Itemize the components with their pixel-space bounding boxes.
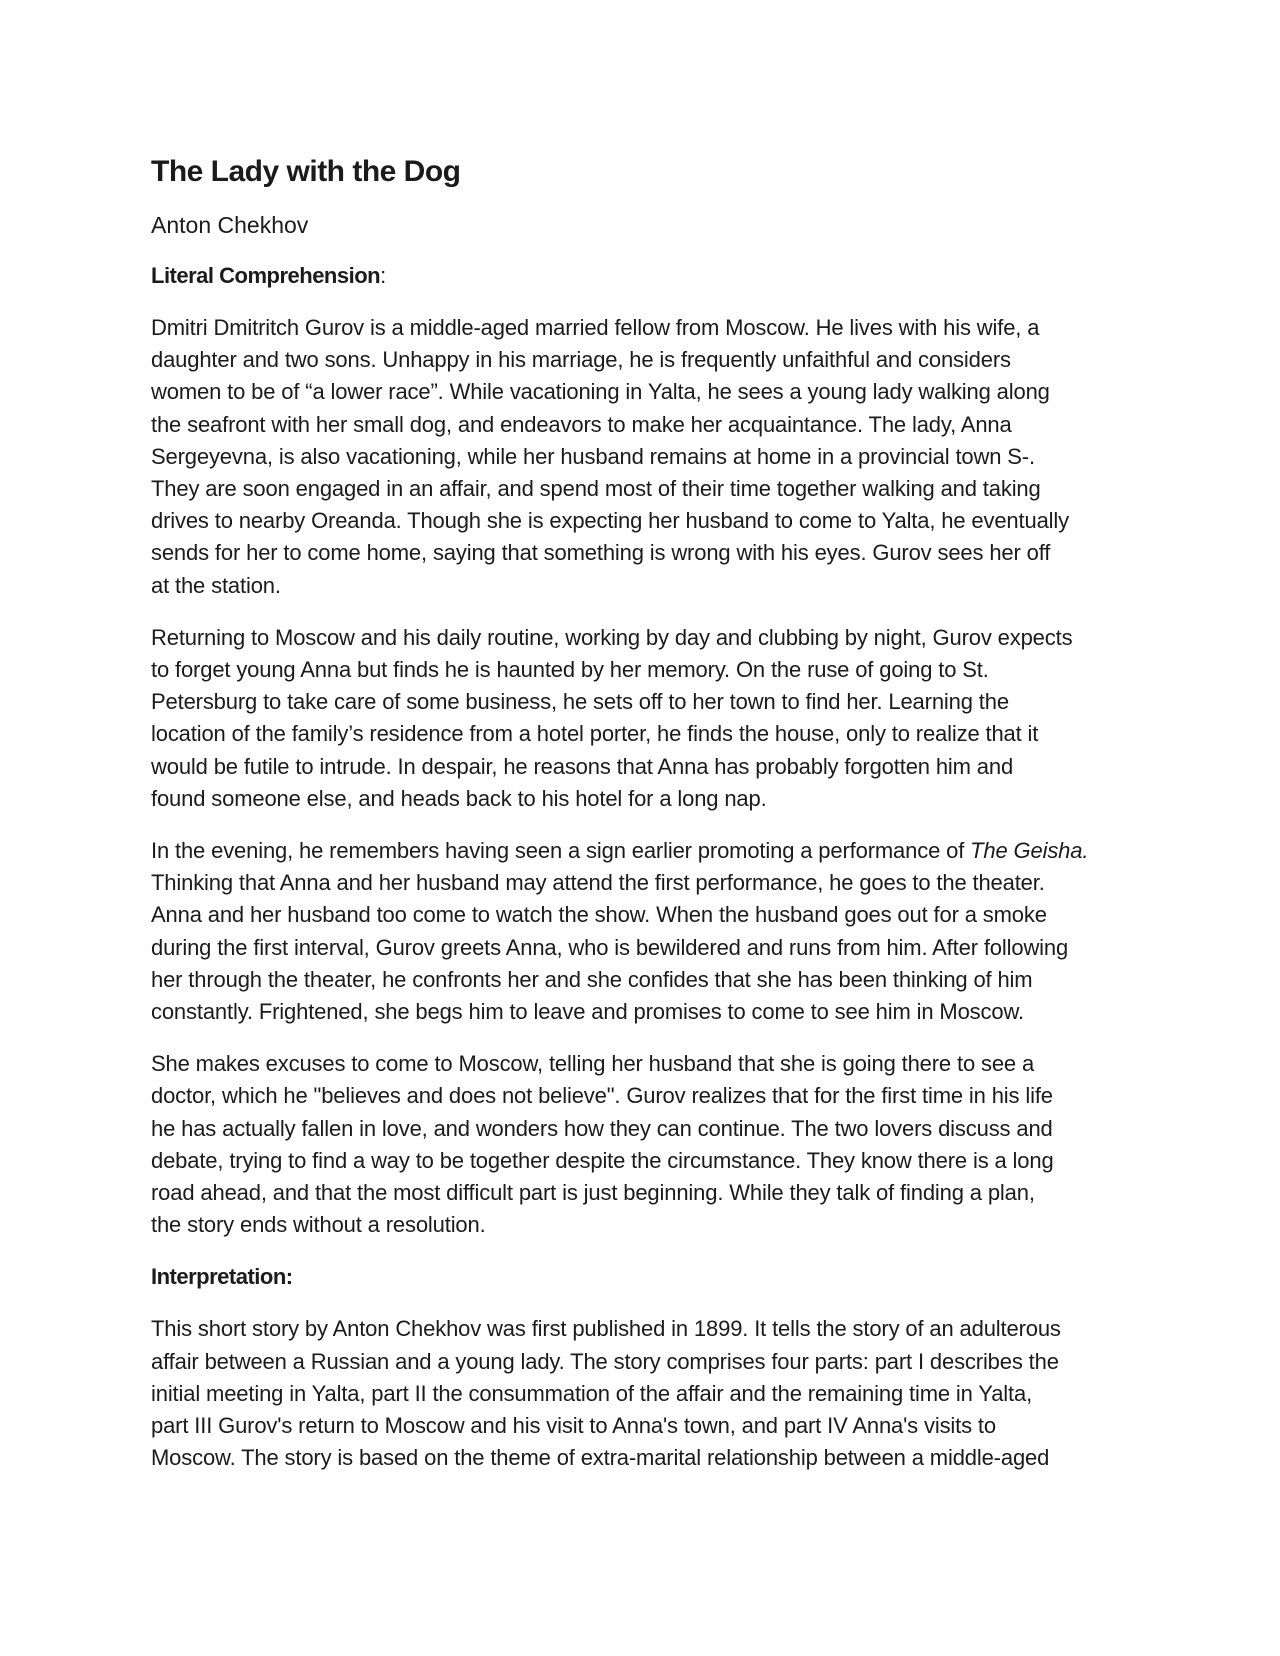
paragraph-line: found someone else, and heads back to his hotel for a long nap. <box>151 785 767 811</box>
paragraph-line: location of the family’s residence from a hotel porter, he finds the house, only to realize that it <box>151 721 1039 747</box>
paragraph-line: Sergeyevna, is also vacationing, while her husband remains at home in a provincial town S-. <box>151 443 1035 469</box>
document-title: The Lady with the Dog <box>151 155 461 188</box>
paragraph-line: Anna and her husband too come to watch the show. When the husband goes out for a smoke <box>151 902 1047 928</box>
play-title-italic: The Geisha. <box>970 838 1089 864</box>
paragraph-2 <box>151 622 1161 815</box>
paragraph-4 <box>151 1048 1161 1241</box>
paragraph-line: doctor, which he "believes and does not believe". Gurov realizes that for the first time in his life <box>151 1083 1053 1109</box>
section-heading-colon: : <box>380 263 386 288</box>
paragraph-line: initial meeting in Yalta, part II the consummation of the affair and the remaining time in Yalta, <box>151 1380 1033 1406</box>
paragraph-line: at the station. <box>151 572 281 598</box>
paragraph-line: part III Gurov's return to Moscow and his visit to Anna's town, and part IV Anna's visits to <box>151 1413 996 1439</box>
paragraph-line: sends for her to come home, saying that something is wrong with his eyes. Gurov sees her off <box>151 540 1051 566</box>
paragraph-line: during the first interval, Gurov greets Anna, who is bewildered and runs from him. After following <box>151 934 1069 960</box>
paragraph-line: road ahead, and that the most difficult part is just beginning. While they talk of finding a plan, <box>151 1180 1035 1206</box>
author-name: Anton Chekhov <box>151 212 309 238</box>
paragraph-line: She makes excuses to come to Moscow, telling her husband that she is going there to see a <box>151 1051 1035 1077</box>
paragraph-1 <box>151 312 1161 602</box>
paragraph-5 <box>151 1313 1161 1474</box>
paragraph-line: the seafront with her small dog, and endeavors to make her acquaintance. The lady, Anna <box>151 411 1012 437</box>
section-heading-interpretation: Interpretation: <box>151 1264 293 1290</box>
paragraph-line: women to be of “a lower race”. While vacationing in Yalta, he sees a young lady walking along <box>151 379 1050 405</box>
paragraph-line: They are soon engaged in an affair, and spend most of their time together walking and taking <box>151 476 1041 502</box>
paragraph-3 <box>151 835 1161 1028</box>
paragraph-line-first <box>151 835 1161 867</box>
paragraph-line: to forget young Anna but finds he is haunted by her memory. On the ruse of going to St. <box>151 657 989 683</box>
paragraph-line: affair between a Russian and a young lady. The story comprises four parts: part I describes the <box>151 1348 1059 1374</box>
document-page <box>151 140 1161 1475</box>
paragraph-line: Petersburg to take care of some business, he sets off to her town to find her. Learning the <box>151 689 1009 715</box>
paragraph-line: Thinking that Anna and her husband may attend the first performance, he goes to the theater. <box>151 870 1045 896</box>
paragraph-line: he has actually fallen in love, and wonders how they can continue. The two lovers discuss and <box>151 1115 1053 1141</box>
paragraph-line: Moscow. The story is based on the theme of extra-marital relationship between a middle-aged <box>151 1445 1050 1471</box>
paragraph-line: constantly. Frightened, she begs him to leave and promises to come to see him in Moscow. <box>151 999 1024 1025</box>
paragraph-line: Returning to Moscow and his daily routine, working by day and clubbing by night, Gurov expects <box>151 624 1073 650</box>
paragraph-line: debate, trying to find a way to be together despite the circumstance. They know there is a long <box>151 1147 1054 1173</box>
paragraph-line: Dmitri Dmitritch Gurov is a middle-aged married fellow from Moscow. He lives with his wife, a <box>151 315 1040 340</box>
paragraph-line: This short story by Anton Chekhov was first published in 1899. It tells the story of an adulterous <box>151 1316 1061 1342</box>
paragraph-line: the story ends without a resolution. <box>151 1212 486 1238</box>
paragraph-line: would be futile to intrude. In despair, he reasons that Anna has probably forgotten him and <box>151 753 1014 779</box>
paragraph-line: daughter and two sons. Unhappy in his marriage, he is frequently unfaithful and considers <box>151 347 1011 373</box>
paragraph-line: drives to nearby Oreanda. Though she is expecting her husband to come to Yalta, he eventually <box>151 508 1069 534</box>
paragraph-line-text: In the evening, he remembers having seen a sign earlier promoting a performance of <box>151 838 971 864</box>
paragraph-line: her through the theater, he confronts her and she confides that she has been thinking of him <box>151 966 1033 992</box>
section-heading-literal <box>151 260 1161 292</box>
section-heading-literal-text: Literal Comprehension <box>151 263 381 288</box>
